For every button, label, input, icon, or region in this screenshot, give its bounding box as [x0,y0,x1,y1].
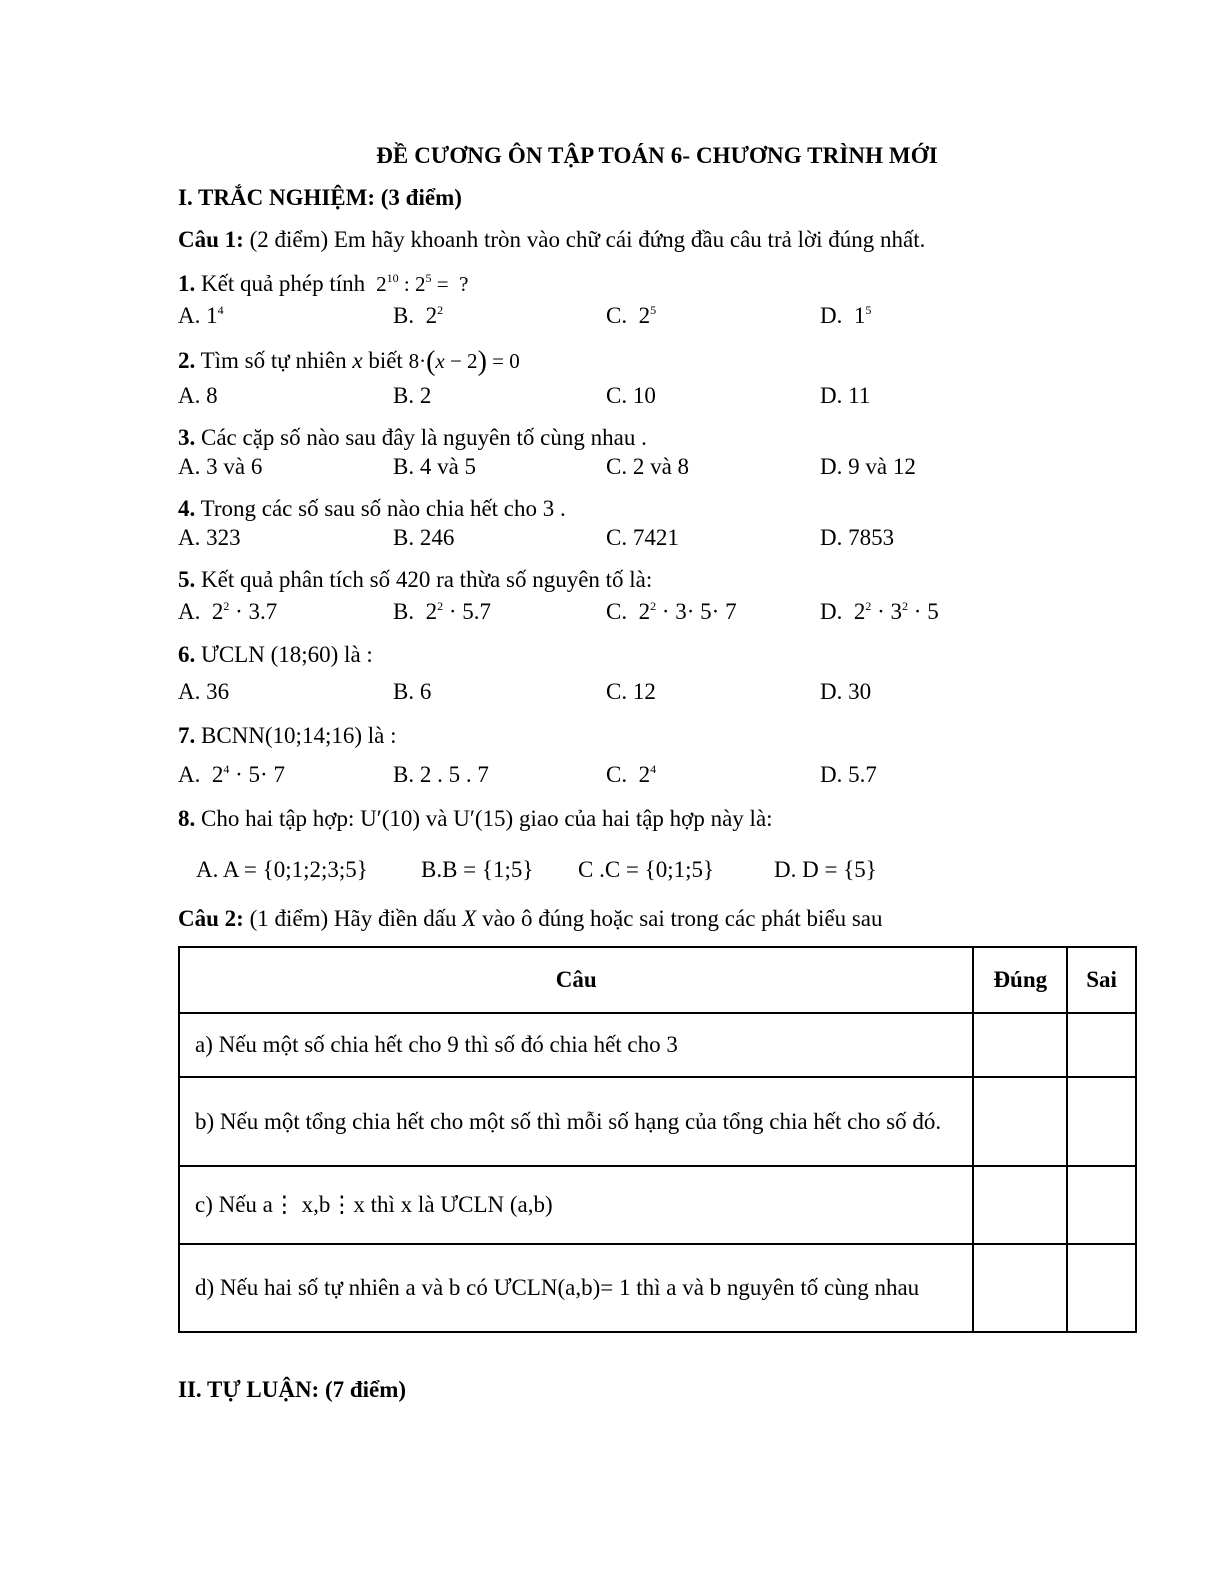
question-5-option-c[interactable]: C. $2^2 \cdot 3\cdot 5\cdot 7$ [606,599,737,624]
question-1-option-d[interactable]: D. $1^5$ [820,303,872,328]
table-row [179,1013,1136,1077]
question-3 [178,425,647,451]
section-2-heading [178,1377,406,1403]
question-3-option-c[interactable]: C. 2 và 8 [606,454,690,479]
question-8-option-a[interactable]: A. A = {0;1;2;3;5} [196,857,368,882]
section-1-points: (3 điểm) [380,185,462,210]
question-number: 6. [178,642,196,667]
question-number: 5. [178,567,196,592]
true-false-table [178,946,1137,1333]
question-7-option-b[interactable]: B. 2 . 5 . 7 [393,762,489,787]
header-true: Đúng [973,947,1067,1013]
false-cell-b[interactable] [1067,1077,1136,1166]
section-2-label: II. TỰ LUẬN: [178,1377,320,1402]
question-2-option-c[interactable]: C. 10 [606,383,656,408]
question-3-option-b[interactable]: B. 4 và 5 [393,454,477,479]
header-statement: Câu [179,947,973,1013]
statement-a: a) Nếu một số chia hết cho 9 thì số đó chia hết cho 3 [179,1013,973,1077]
statement-d: d) Nếu hai số tự nhiên a và b có ƯCLN(a,b)= 1 thì a và b nguyên tố cùng nhau [179,1244,973,1332]
question-text: Trong các số sau số nào chia hết cho 3 . [200,496,566,521]
question-7 [178,723,397,749]
cau-1-label: Câu 1: [178,227,244,252]
question-4 [178,496,566,522]
question-number: 1. [178,271,196,296]
table-row [179,1077,1136,1166]
question-1-option-a[interactable]: A. $1^4$ [178,303,224,328]
question-1-option-c[interactable]: C. $2^5$ [606,303,657,328]
question-text: Các cặp số nào sau đây là nguyên tố cùng nhau . [201,425,647,450]
question-7-option-d[interactable]: D. 5.7 [820,762,877,787]
question-5-option-b[interactable]: B. $2^2 \cdot 5.7$ [393,599,492,624]
document-title: ĐỀ CƯƠNG ÔN TẬP TOÁN 6- CHƯƠNG TRÌNH MỚI [376,143,938,168]
question-text: Kết quả phép tính [201,271,366,296]
true-cell-d[interactable] [973,1244,1067,1332]
table-row [179,1244,1136,1332]
section-2-points: (7 điểm) [324,1377,407,1402]
question-text: Cho hai tập hợp: U′(10) và U′(15) giao của hai tập hợp này là: [201,806,773,831]
question-4-option-c[interactable]: C. 7421 [606,525,679,550]
question-8 [178,806,773,832]
section-1-label: I. TRẮC NGHIỆM: [178,185,376,210]
question-text: ƯCLN (18;60) là : [201,642,373,667]
question-8-option-d[interactable]: D. D = {5} [774,857,877,882]
question-2 [178,346,520,378]
question-text: Kết quả phân tích số 420 ra thừa số nguyên tố là: [201,567,653,592]
question-7-option-c[interactable]: C. $2^4$ [606,762,657,787]
question-number: 2. [178,348,196,373]
question-5 [178,567,652,593]
statement-c: c) Nếu a⋮ x,b⋮x thì x là ƯCLN (a,b) [179,1166,973,1244]
question-expression: 8·(x − 2) = 0 [408,346,520,377]
question-6-option-d[interactable]: D. 30 [820,679,872,704]
question-6-option-a[interactable]: A. 36 [178,679,230,704]
cau-1-instruction [178,227,925,253]
header-false: Sai [1067,947,1136,1013]
true-cell-a[interactable] [973,1013,1067,1077]
question-6-option-c[interactable]: C. 12 [606,679,656,704]
statement-b: b) Nếu một tổng chia hết cho một số thì mỗi số hạng của tổng chia hết cho số đó. [179,1077,973,1166]
question-4-option-a[interactable]: A. 323 [178,525,241,550]
false-cell-d[interactable] [1067,1244,1136,1332]
question-6-option-b[interactable]: B. 6 [393,679,432,704]
question-text-2: biết [368,348,403,373]
question-number: 8. [178,806,196,831]
question-5-option-d[interactable]: D. $2^2 \cdot 3^2 \cdot 5$ [820,599,939,624]
question-number: 3. [178,425,196,450]
question-3-option-a[interactable]: A. 3 và 6 [178,454,263,479]
question-variable: x [352,348,363,373]
question-1-option-b[interactable]: B. $2^2$ [393,303,444,328]
question-6 [178,642,373,668]
question-number: 4. [178,496,196,521]
table-header-row [179,947,1136,1013]
question-2-option-a[interactable]: A. 8 [178,383,218,408]
true-cell-c[interactable] [973,1166,1067,1244]
table-row [179,1166,1136,1244]
true-cell-b[interactable] [973,1077,1067,1166]
question-3-option-d[interactable]: D. 9 và 12 [820,454,916,479]
question-expression: $2^{10}$ : $2^5$ = ? [370,271,469,296]
cau-2-text-2: vào ô đúng hoặc sai trong các phát biểu sau [482,906,883,931]
section-1-heading [178,185,462,211]
cau-2-instruction [178,906,883,932]
question-8-option-b[interactable]: B.B = {1;5} [421,857,534,882]
cau-2-mark: X [462,906,477,931]
question-text: Tìm số tự nhiên [200,348,347,373]
question-4-option-d[interactable]: D. 7853 [820,525,895,550]
question-number: 7. [178,723,196,748]
question-5-option-a[interactable]: A. $2^2 \cdot 3.7$ [178,599,278,624]
question-7-option-a[interactable]: A. $2^4 \cdot 5\cdot 7$ [178,762,285,787]
cau-1-text: (2 điểm) Em hãy khoanh tròn vào chữ cái đứng đầu câu trả lời đúng nhất. [249,227,926,252]
question-2-option-b[interactable]: B. 2 [393,383,432,408]
question-text: BCNN(10;14;16) là : [201,723,397,748]
question-2-option-d[interactable]: D. 11 [820,383,871,408]
false-cell-a[interactable] [1067,1013,1136,1077]
false-cell-c[interactable] [1067,1166,1136,1244]
question-4-option-b[interactable]: B. 246 [393,525,455,550]
cau-2-label: Câu 2: [178,906,244,931]
question-1 [178,271,468,297]
cau-2-text: (1 điểm) Hãy điền dấu [249,906,457,931]
question-8-option-c[interactable]: C .C = {0;1;5} [578,857,715,882]
